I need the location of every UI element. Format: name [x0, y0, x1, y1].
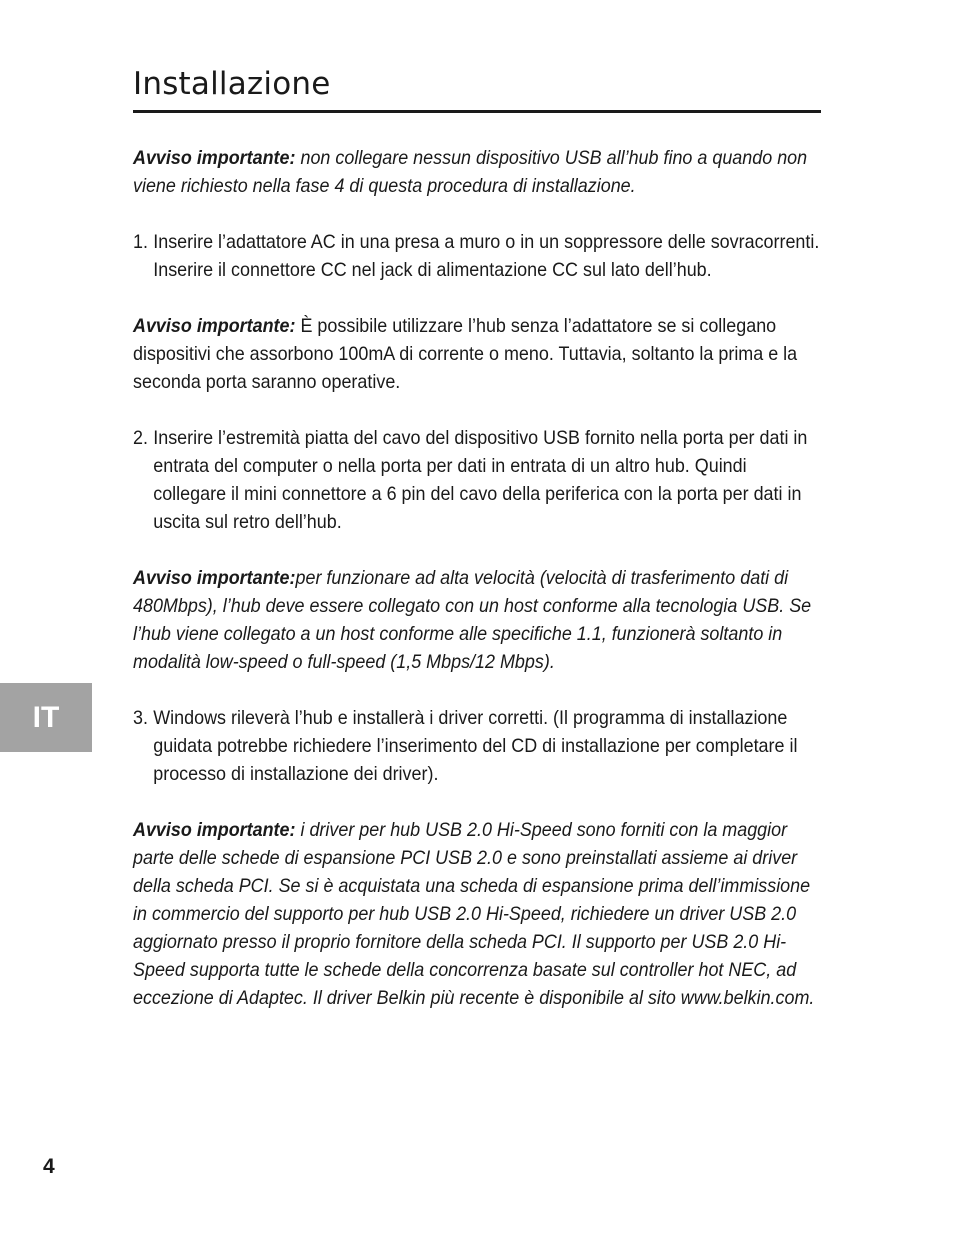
notice-label: Avviso importante:	[133, 819, 296, 841]
page-title: Installazione	[133, 66, 331, 102]
notice-text: i driver per hub USB 2.0 Hi-Speed sono forniti con la maggior parte delle schede di espansione PCI USB 2.0 e sono preinstallati assieme ai driver della scheda PCI. Se si è acquistata una scheda di espansione prima dell’immissione in commercio del supporto per hub USB 2.0 Hi-Speed, richiedere un driver USB 2.0 aggiornato presso il proprio fornitore della scheda PCI. Il supporto per USB 2.0 Hi-Speed supporta tutte le schede della concorrenza basate sul controller hot NEC, ad eccezione di Adaptec. Il driver Belkin più recente è disponibile al sito www.belkin.com.	[133, 819, 815, 1009]
language-tab: IT	[0, 683, 92, 752]
title-divider	[133, 110, 821, 113]
step-number: 3.	[133, 707, 148, 729]
step-1	[133, 228, 823, 284]
notice-3	[133, 564, 823, 676]
notice-text: per funzionare ad alta velocità (velocità di trasferimento dati di 480Mbps), l’hub deve essere collegato con un host conforme alla tecnologia USB. Se l’hub viene collegato a un host conforme alle specifiche 1.1, funzionerà soltanto in modalità low-speed o full-speed (1,5 Mbps/12 Mbps).	[133, 567, 812, 673]
notice-label: Avviso importante:	[133, 567, 296, 589]
notice-label: Avviso importante:	[133, 147, 296, 169]
step-2	[133, 424, 823, 536]
step-text: Inserire l’adattatore AC in una presa a muro o in un soppressore delle sovracorrenti. Inserire il connettore CC nel jack di alimentazione CC sul lato dell’hub.	[153, 231, 820, 281]
step-3	[133, 704, 823, 788]
page-content	[133, 144, 823, 1040]
page-number: 4	[43, 1155, 55, 1178]
step-number: 2.	[133, 427, 148, 449]
step-number: 1.	[133, 231, 148, 253]
step-text: Inserire l’estremità piatta del cavo del dispositivo USB fornito nella porta per dati in entrata del computer o nella porta per dati in entrata di un altro hub. Quindi collegare il mini connettore a 6 pin del cavo della periferica con la porta per dati in uscita sul retro dell’hub.	[153, 427, 808, 533]
notice-text: non collegare nessun dispositivo USB all’hub fino a quando non viene richiesto nella fase 4 di questa procedura di installazione.	[133, 147, 808, 197]
notice-1	[133, 144, 823, 200]
step-text: Windows rileverà l’hub e installerà i driver corretti. (Il programma di installazione guidata potrebbe richiedere l’inserimento del CD di installazione per completare il processo di installazione dei driver).	[153, 707, 798, 785]
notice-4	[133, 816, 823, 1012]
notice-label: Avviso importante:	[133, 315, 296, 337]
notice-text: È possibile utilizzare l’hub senza l’adattatore se si collegano dispositivi che assorbono 100mA di corrente o meno. Tuttavia, soltanto la prima e la seconda porta saranno operative.	[133, 315, 798, 393]
notice-2	[133, 312, 823, 396]
